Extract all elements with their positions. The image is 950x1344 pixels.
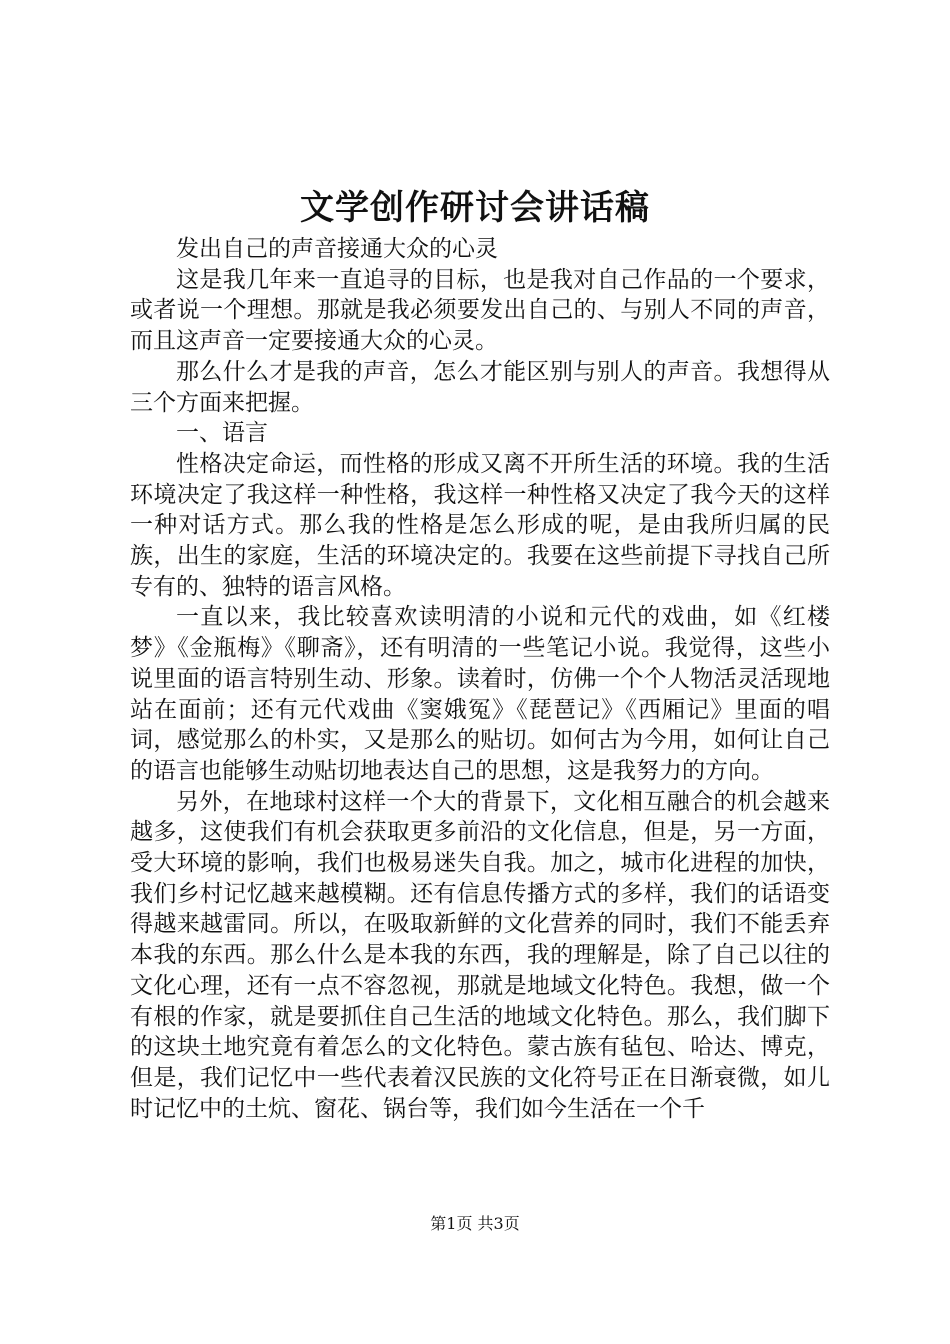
paragraph: 那么什么才是我的声音，怎么才能区别与别人的声音。我想得从三个方面来把握。: [130, 358, 830, 416]
document-body: [130, 234, 830, 1124]
paragraph: 一直以来，我比较喜欢读明清的小说和元代的戏曲，如《红楼梦》《金瓶梅》《聊斋》，还有明清的一些笔记小说。我觉得，这些小说里面的语言特别生动、形象。读着时，仿佛一个个人物活灵活现地站在面前；还有元代戏曲《窦娥冤》《琵琶记》《西厢记》里面的唱词，感觉那么的朴实，又是那么的贴切。如何古为今用，如何让自己的语言也能够生动贴切地表达自己的思想，这是我努力的方向。: [130, 604, 830, 784]
page-number-footer: 第1页 共3页: [430, 1214, 520, 1233]
section-heading: 一、语言: [176, 420, 268, 447]
paragraph: 这是我几年来一直追寻的目标，也是我对自己作品的一个要求，或者说一个理想。那就是我必须要发出自己的、与别人不同的声音，而且这声音一定要接通大众的心灵。: [130, 266, 830, 355]
paragraph: 发出自己的声音接通大众的心灵: [176, 236, 498, 262]
paragraph: 另外，在地球村这样一个大的背景下，文化相互融合的机会越来越多，这使我们有机会获取更多前沿的文化信息，但是，另一方面，受大环境的影响，我们也极易迷失自我。加之，城市化进程的加快，我们乡村记忆越来越模糊。还有信息传播方式的多样，我们的话语变得越来越雷同。所以，在吸取新鲜的文化营养的同时，我们不能丢弃本我的东西。那么什么是本我的东西，我的理解是，除了自己以往的文化心理，还有一点不容忽视，那就是地域文化特色。我想，做一个有根的作家，就是要抓住自己生活的地域文化特色。那么，我们脚下的这块土地究竟有着怎么的文化特色。蒙古族有毡包、哈达、博克，但是，我们记忆中一些代表着汉民族的文化符号正在日渐衰微，如儿时记忆中的土炕、窗花、锅台等，我们如今生活在一个千: [130, 788, 830, 1122]
document-title: 文学创作研讨会讲话稿: [300, 188, 650, 228]
paragraph: 性格决定命运，而性格的形成又离不开所生活的环境。我的生活环境决定了我这样一种性格，我这样一种性格又决定了我今天的这样一种对话方式。那么我的性格是怎么形成的呢，是由我所归属的民族，出生的家庭，生活的环境决定的。我要在这些前提下寻找自己所专有的、独特的语言风格。: [130, 450, 830, 600]
